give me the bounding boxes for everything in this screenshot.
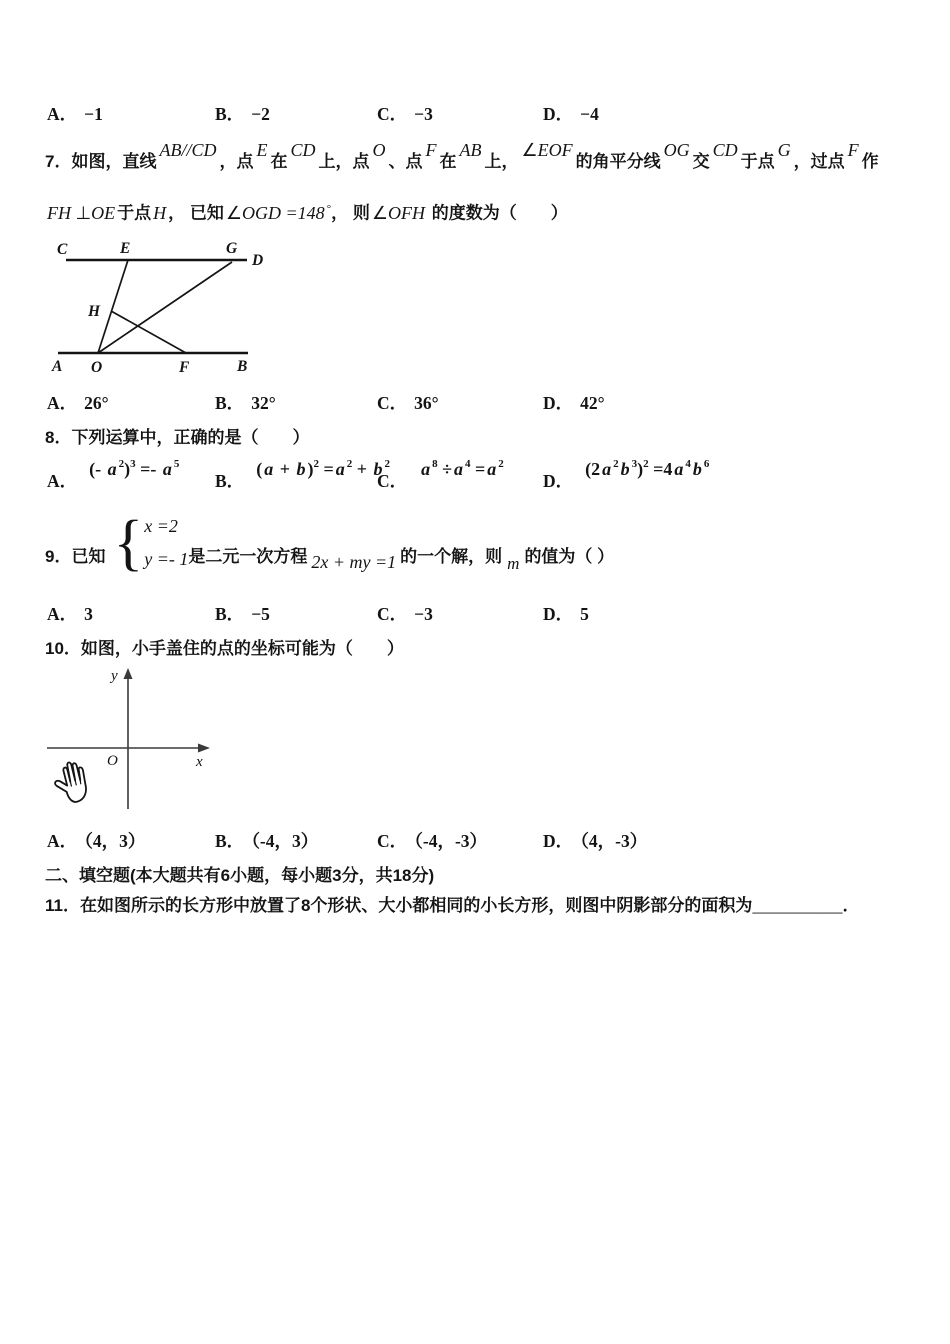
question10-coordinate-figure: [45, 663, 225, 815]
option-value: 32°: [251, 393, 276, 413]
option-expression: [585, 459, 709, 479]
text-fragment: E: [256, 140, 268, 160]
point-label-A: A: [52, 358, 63, 375]
text-fragment: =-: [135, 459, 161, 479]
option-value: 3: [84, 604, 93, 624]
question6-options-row: [0, 101, 950, 131]
answer-option: [377, 828, 487, 853]
point-label-H: H: [88, 303, 101, 320]
text-fragment: °: [326, 203, 332, 215]
text-fragment: 于点: [740, 152, 775, 171]
text-fragment: b: [692, 459, 702, 479]
question9-stem: [45, 510, 614, 580]
equation-system: [144, 515, 188, 570]
segment-FH: [111, 311, 186, 353]
option-value: （4，3）: [84, 831, 146, 851]
question9-prefix: 9．已知: [45, 547, 106, 566]
segment-OE: [98, 260, 128, 353]
text-fragment: 2: [384, 458, 390, 470]
answer-option: [47, 828, 145, 853]
point-label-O: O: [91, 359, 103, 376]
answer-option: [543, 601, 589, 626]
text-fragment: ，过点: [793, 152, 845, 171]
answer-option: [543, 101, 599, 126]
text-fragment: 作: [861, 152, 879, 171]
option-value: 5: [580, 604, 589, 624]
text-fragment: ．: [842, 896, 860, 915]
text-fragment: 11．在如图所示的长方形中放置了8个形状、大小都相同的小长方形，则图中阴影部分的面积为: [45, 896, 753, 915]
text-fragment: CD: [712, 140, 738, 160]
text-fragment: 5: [173, 458, 180, 470]
option-value: 42°: [580, 393, 605, 413]
option-letter: D．: [543, 104, 574, 124]
option-letter: D．: [543, 471, 574, 491]
option-value: （4，-3）: [580, 831, 648, 851]
text-fragment: 2: [118, 458, 125, 470]
text-fragment: +: [275, 459, 295, 479]
text-fragment: 的角平分线: [575, 152, 661, 171]
answer-option: [543, 828, 647, 853]
option-letter: D．: [543, 393, 574, 413]
text-fragment: =4: [648, 459, 673, 479]
point-label-C: C: [57, 241, 68, 258]
point-label-G: G: [226, 240, 238, 257]
option-letter: C．: [377, 831, 408, 851]
text-fragment: a: [454, 459, 464, 479]
text-fragment: 在: [270, 152, 288, 171]
option-expression: [256, 459, 390, 479]
answer-option: [215, 390, 276, 415]
text-fragment: 4: [465, 458, 471, 470]
option-letter: D．: [543, 831, 574, 851]
text-fragment: CD: [290, 140, 316, 160]
text-fragment: =: [470, 459, 486, 479]
question9-suffix: 的值为（ ）: [524, 547, 615, 566]
answer-option: [47, 390, 109, 415]
option-letter: A．: [47, 104, 78, 124]
text-fragment: 在: [439, 152, 457, 171]
option-value: −4: [580, 104, 599, 124]
question9-mid1: 是二元一次方程: [188, 547, 308, 566]
question11-text: [45, 893, 859, 918]
section2-header: [45, 864, 434, 888]
text-fragment: ): [307, 459, 314, 479]
y-axis-arrow: [124, 668, 133, 679]
answer-option: [543, 390, 605, 415]
text-fragment: a: [421, 459, 431, 479]
option-letter: A．: [47, 471, 78, 491]
segment-OG: [98, 262, 232, 353]
text-fragment: ， 已知: [168, 203, 224, 223]
text-fragment: (2: [585, 459, 601, 479]
option-letter: B．: [215, 104, 245, 124]
option-value: （-4，-3）: [414, 831, 488, 851]
text-fragment: a: [487, 459, 497, 479]
text-fragment: 2: [498, 458, 504, 470]
answer-option: [377, 390, 439, 415]
text-fragment: ): [124, 459, 131, 479]
option-value: −2: [251, 104, 270, 124]
text-fragment: 、点: [388, 152, 423, 171]
x-axis-label: x: [196, 754, 203, 770]
point-label-F: F: [179, 359, 190, 376]
text-fragment: 8: [432, 458, 438, 470]
text-fragment: G: [777, 140, 791, 160]
answer-option: [377, 101, 433, 126]
text-fragment: ∠OGD =148: [225, 202, 325, 223]
question7-geometry-figure: [45, 237, 275, 379]
text-fragment: +: [352, 459, 372, 479]
text-fragment: ): [637, 459, 644, 479]
option-value: −3: [414, 104, 433, 124]
text-fragment: ∠OFH: [371, 202, 425, 223]
option-value: 26°: [84, 393, 109, 413]
text-fragment: 2: [613, 458, 619, 470]
answer-option: [377, 456, 504, 491]
option-letter: D．: [543, 604, 574, 624]
text-fragment: F: [847, 140, 859, 160]
question10-options-row: [0, 828, 950, 858]
text-fragment: 2: [313, 458, 319, 470]
point-label-D: D: [252, 252, 264, 269]
question9-equation: 2x + my =1: [311, 552, 397, 572]
option-letter: B．: [215, 831, 245, 851]
text-fragment: 上，: [484, 152, 519, 171]
text-fragment: __________: [752, 895, 843, 915]
text-fragment: 6: [703, 458, 710, 470]
text-fragment: a: [162, 459, 172, 479]
option-letter: B．: [215, 471, 245, 491]
text-fragment: b: [620, 459, 630, 479]
text-fragment: 的度数为（ ）: [426, 203, 568, 223]
point-label-B: B: [237, 358, 248, 375]
text-fragment: AB//CD: [159, 140, 217, 160]
option-letter: A．: [47, 831, 78, 851]
question8-title: [45, 426, 309, 450]
text-fragment: a: [107, 459, 117, 479]
text-fragment: F: [425, 140, 437, 160]
text-fragment: =: [318, 459, 334, 479]
option-letter: C．: [377, 604, 408, 624]
answer-option: [215, 456, 390, 491]
option-value: −5: [251, 604, 270, 624]
question7-text-line2: [45, 197, 568, 226]
text-fragment: b: [296, 459, 306, 479]
question9-mid2: 的一个解，则: [400, 547, 503, 566]
x-axis-arrow: [198, 744, 210, 753]
text-fragment: ∠EOF: [521, 140, 573, 160]
option-value: 36°: [414, 393, 439, 413]
answer-option: [543, 456, 710, 491]
point-label-E: E: [120, 240, 131, 257]
option-letter: C．: [377, 104, 408, 124]
text-fragment: 于点: [117, 203, 152, 223]
text-fragment: a: [602, 459, 612, 479]
answer-option: [215, 101, 270, 126]
text-fragment: 二、填空题(本大题共有6小题，每小题3分，共18分): [45, 866, 435, 885]
question9-options-row: [0, 601, 950, 631]
text-fragment: 7．如图，直线: [45, 152, 157, 171]
answer-option: [47, 601, 93, 626]
text-fragment: H: [153, 202, 167, 223]
answer-option: [215, 828, 318, 853]
equation-2: y =- 1: [144, 549, 189, 569]
text-fragment: 8．下列运算中，正确的是（ ）: [45, 428, 310, 447]
question7-text-line1: [45, 140, 879, 174]
text-fragment: 2: [643, 458, 649, 470]
option-value: （-4，3）: [251, 831, 319, 851]
text-fragment: ÷: [437, 459, 453, 479]
text-fragment: FH ⊥OE: [47, 202, 116, 223]
option-letter: C．: [377, 393, 408, 413]
answer-option: [377, 601, 433, 626]
option-value: −3: [414, 604, 433, 624]
text-fragment: OG: [663, 140, 690, 160]
text-fragment: 3: [631, 458, 638, 470]
text-fragment: 4: [685, 458, 691, 470]
text-fragment: b: [373, 459, 383, 479]
text-fragment: ，点: [219, 152, 254, 171]
answer-option: [215, 601, 270, 626]
text-fragment: O: [372, 140, 386, 160]
text-fragment: 交: [692, 152, 710, 171]
question9-variable: m: [507, 554, 520, 573]
option-letter: A．: [47, 604, 78, 624]
origin-label: O: [107, 753, 118, 769]
text-fragment: ， 则: [331, 203, 370, 223]
text-fragment: a: [674, 459, 684, 479]
y-axis-label: y: [111, 668, 118, 684]
answer-option: [47, 456, 180, 491]
option-letter: C．: [377, 471, 408, 491]
equation-1: x =2: [144, 516, 178, 536]
option-letter: B．: [215, 393, 245, 413]
system-brace: {: [113, 509, 144, 577]
text-fragment: 10．如图，小手盖住的点的坐标可能为（ ）: [45, 639, 404, 658]
text-fragment: a: [335, 459, 345, 479]
option-expression: [89, 459, 179, 479]
text-fragment: 上，点: [318, 152, 370, 171]
text-fragment: AB: [459, 140, 482, 160]
text-fragment: a: [264, 459, 274, 479]
option-letter: A．: [47, 393, 78, 413]
option-value: −1: [84, 104, 103, 124]
question8-options-row: [0, 456, 950, 500]
question10-title: [45, 637, 404, 661]
hand-icon: [51, 760, 90, 806]
text-fragment: (-: [89, 459, 106, 479]
text-fragment: 2: [346, 458, 353, 470]
answer-option: [47, 101, 103, 126]
option-letter: B．: [215, 604, 245, 624]
question7-options-row: [0, 390, 950, 420]
text-fragment: 3: [130, 458, 136, 470]
text-fragment: (: [256, 459, 263, 479]
option-expression: [419, 459, 504, 479]
